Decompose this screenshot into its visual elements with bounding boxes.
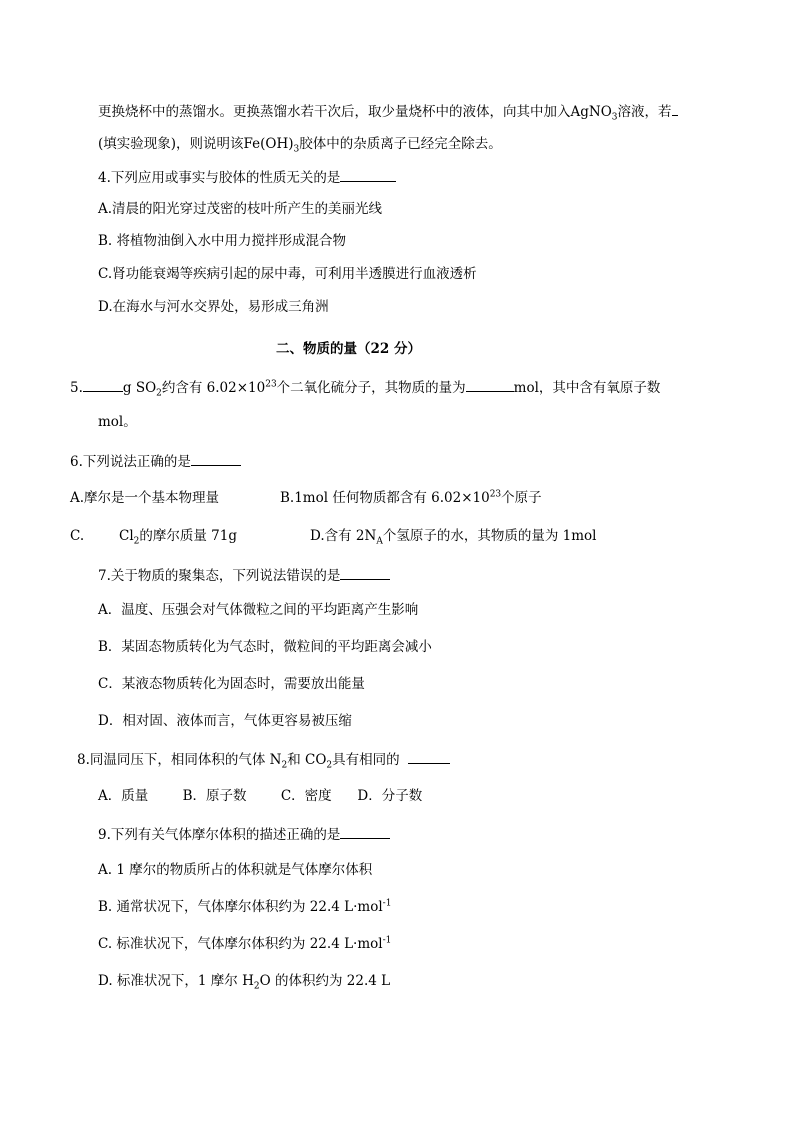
text: 约含有 6.02×10 bbox=[161, 380, 266, 396]
text: B. 通常状况下，气体摩尔体积约为 22.4 L·mol bbox=[98, 899, 383, 915]
option-9c bbox=[98, 934, 391, 954]
option-9b bbox=[98, 897, 391, 917]
text: 的摩尔质量 71g bbox=[139, 528, 238, 544]
question-8 bbox=[77, 749, 450, 770]
text: 7.关于物质的聚集态，下列说法错误的是 bbox=[98, 568, 341, 584]
text: 个原子 bbox=[501, 490, 542, 506]
question-9 bbox=[98, 824, 390, 845]
option-9d bbox=[98, 971, 390, 991]
section-title: 二、物质的量（22 分） bbox=[276, 341, 421, 357]
subscript: 2 bbox=[281, 760, 288, 771]
superscript: -1 bbox=[382, 898, 392, 909]
options-8: A．质量 B．原子数 C．密度 D．分子数 bbox=[98, 788, 423, 804]
option-6b bbox=[280, 488, 542, 508]
text: 个氢原子的水，其物质的量为 1mol bbox=[382, 528, 597, 544]
text: (填实验现象)，则说明该 bbox=[98, 136, 244, 152]
answer-blank[interactable] bbox=[83, 377, 123, 392]
answer-blank[interactable] bbox=[408, 749, 450, 764]
superscript: 23 bbox=[265, 379, 277, 390]
superscript: -1 bbox=[382, 935, 392, 946]
option-4d: D.在海水与河水交界处，易形成三角洲 bbox=[98, 299, 329, 315]
option-7b: B．某固态物质转化为气态时，微粒间的平均距离会减小 bbox=[98, 639, 432, 655]
option-6c bbox=[119, 526, 237, 546]
text: 5. bbox=[70, 380, 83, 396]
text: 个二氧化硫分子，其物质的量为 bbox=[276, 380, 466, 396]
option-4a: A.清晨的阳光穿过茂密的枝叶所产生的美丽光线 bbox=[98, 201, 383, 217]
subscript: 2 bbox=[156, 388, 162, 399]
option-6a: A.摩尔是一个基本物理量 bbox=[70, 490, 220, 506]
text: 8.同温同压下，相同体积的气体 N bbox=[77, 752, 282, 768]
text: 和 CO bbox=[287, 752, 327, 768]
subscript: 3 bbox=[611, 112, 618, 123]
text: 9.下列有关气体摩尔体积的描述正确的是 bbox=[98, 827, 341, 843]
paragraph-line-2 bbox=[98, 134, 502, 154]
text: 6.下列说法正确的是 bbox=[70, 454, 191, 470]
formula-agno3: AgNO bbox=[570, 104, 612, 120]
option-6d bbox=[310, 526, 596, 546]
paragraph-line-1 bbox=[98, 101, 678, 122]
text: 具有相同的 bbox=[332, 752, 400, 768]
option-7d: D．相对固、液体而言，气体更容易被压缩 bbox=[98, 713, 352, 729]
text: 更换烧杯中的蒸馏水。更换蒸馏水若干次后，取少量烧杯中的液体，向其中加入 bbox=[98, 104, 571, 120]
text: Cl bbox=[119, 528, 134, 544]
subscript: 2 bbox=[326, 760, 333, 771]
answer-blank[interactable] bbox=[340, 167, 396, 182]
subscript: 3 bbox=[293, 144, 300, 155]
answer-blank[interactable] bbox=[672, 101, 678, 116]
subscript: A bbox=[376, 536, 383, 547]
option-9a: A. 1 摩尔的物质所占的体积就是气体摩尔体积 bbox=[98, 862, 373, 878]
text: D. 标准状况下，1 摩尔 H bbox=[98, 973, 254, 989]
text: mol，其中含有氧原子数 bbox=[513, 380, 661, 396]
answer-blank[interactable] bbox=[340, 824, 390, 839]
text: 溶液，若 bbox=[617, 104, 672, 120]
text: D.含有 2N bbox=[310, 528, 377, 544]
option-7a: A．温度、压强会对气体微粒之间的平均距离产生影响 bbox=[98, 602, 419, 618]
text: 胶体中的杂质离子已经完全除去。 bbox=[299, 136, 502, 152]
superscript: 23 bbox=[489, 489, 502, 500]
answer-blank[interactable] bbox=[191, 451, 241, 466]
text: 4.下列应用或事实与胶体的性质无关的是 bbox=[98, 170, 341, 186]
text: O 的体积约为 22.4 L bbox=[259, 973, 391, 989]
question-5-cont: mol。 bbox=[98, 414, 137, 430]
formula-feoh3: Fe(OH) bbox=[243, 136, 294, 152]
text: B.1mol 任何物质都含有 6.02×10 bbox=[280, 490, 490, 506]
question-4 bbox=[98, 167, 396, 188]
text: C. 标准状况下，气体摩尔体积约为 22.4 L·mol bbox=[98, 936, 383, 952]
answer-blank[interactable] bbox=[340, 565, 390, 580]
subscript: 2 bbox=[253, 981, 260, 992]
option-4b: B. 将植物油倒入水中用力搅拌形成混合物 bbox=[98, 233, 347, 249]
text: g SO bbox=[122, 380, 157, 396]
answer-blank[interactable] bbox=[466, 377, 514, 392]
subscript: 2 bbox=[133, 536, 140, 547]
option-6c-label: C. bbox=[70, 528, 85, 544]
question-6 bbox=[70, 451, 241, 472]
option-4c: C.肾功能衰竭等疾病引起的尿中毒，可利用半透膜进行血液透析 bbox=[98, 266, 477, 282]
option-7c: C．某液态物质转化为固态时，需要放出能量 bbox=[98, 676, 365, 692]
question-7 bbox=[98, 565, 390, 586]
question-5 bbox=[70, 377, 660, 398]
